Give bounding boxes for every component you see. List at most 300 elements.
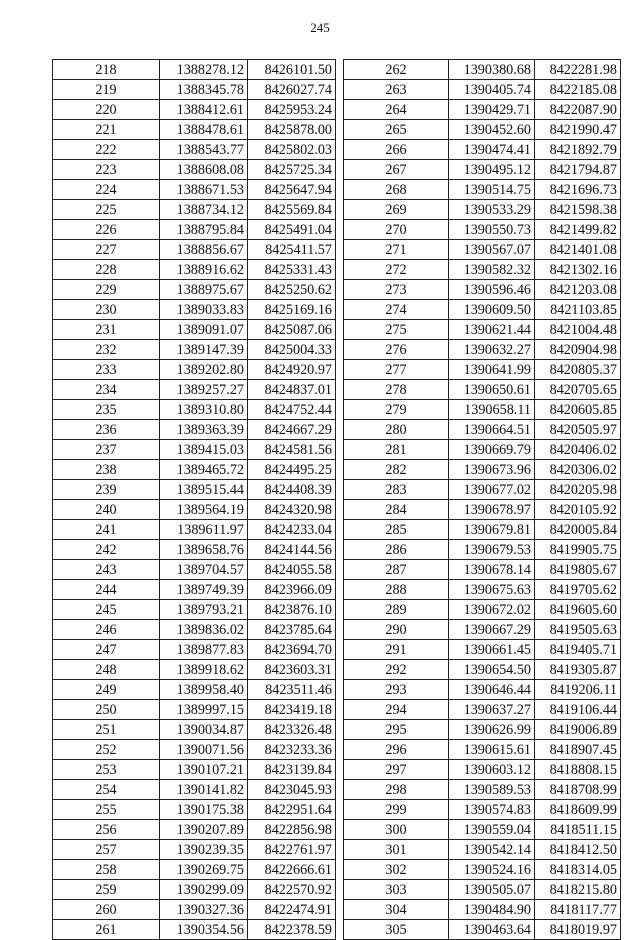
table-row bbox=[53, 260, 336, 280]
point-number-cell: 276 bbox=[344, 340, 449, 360]
table-row bbox=[53, 860, 336, 880]
x-coordinate-cell: 1390664.51 bbox=[449, 420, 535, 440]
point-number-cell: 287 bbox=[344, 560, 449, 580]
point-number-cell: 265 bbox=[344, 120, 449, 140]
x-coordinate-cell: 1389658.76 bbox=[160, 540, 248, 560]
table-row bbox=[53, 220, 336, 240]
x-coordinate-cell: 1389704.57 bbox=[160, 560, 248, 580]
y-coordinate-cell: 8424144.56 bbox=[248, 540, 336, 560]
x-coordinate-cell: 1388345.78 bbox=[160, 80, 248, 100]
table-row bbox=[344, 640, 621, 660]
table-row bbox=[344, 180, 621, 200]
table-row bbox=[344, 80, 621, 100]
point-number-cell: 275 bbox=[344, 320, 449, 340]
point-number-cell: 238 bbox=[53, 460, 160, 480]
point-number-cell: 300 bbox=[344, 820, 449, 840]
x-coordinate-cell: 1388412.61 bbox=[160, 100, 248, 120]
x-coordinate-cell: 1388916.62 bbox=[160, 260, 248, 280]
y-coordinate-cell: 8423045.93 bbox=[248, 780, 336, 800]
y-coordinate-cell: 8422378.59 bbox=[248, 920, 336, 940]
x-coordinate-cell: 1389958.40 bbox=[160, 680, 248, 700]
y-coordinate-cell: 8419605.60 bbox=[535, 600, 621, 620]
point-number-cell: 252 bbox=[53, 740, 160, 760]
table-row bbox=[344, 460, 621, 480]
table-row bbox=[344, 920, 621, 940]
point-number-cell: 292 bbox=[344, 660, 449, 680]
table-row bbox=[344, 880, 621, 900]
point-number-cell: 267 bbox=[344, 160, 449, 180]
table-row bbox=[344, 840, 621, 860]
table-row bbox=[53, 580, 336, 600]
y-coordinate-cell: 8420005.84 bbox=[535, 520, 621, 540]
y-coordinate-cell: 8424667.29 bbox=[248, 420, 336, 440]
point-number-cell: 289 bbox=[344, 600, 449, 620]
y-coordinate-cell: 8421892.79 bbox=[535, 140, 621, 160]
y-coordinate-cell: 8425331.43 bbox=[248, 260, 336, 280]
table-row bbox=[344, 760, 621, 780]
table-row bbox=[53, 320, 336, 340]
table-row bbox=[53, 160, 336, 180]
x-coordinate-cell: 1389091.07 bbox=[160, 320, 248, 340]
y-coordinate-cell: 8420805.37 bbox=[535, 360, 621, 380]
y-coordinate-cell: 8424581.56 bbox=[248, 440, 336, 460]
point-number-cell: 254 bbox=[53, 780, 160, 800]
x-coordinate-cell: 1390524.16 bbox=[449, 860, 535, 880]
x-coordinate-cell: 1390071.56 bbox=[160, 740, 248, 760]
x-coordinate-cell: 1390646.44 bbox=[449, 680, 535, 700]
table-row bbox=[344, 120, 621, 140]
x-coordinate-cell: 1389836.02 bbox=[160, 620, 248, 640]
y-coordinate-cell: 8423694.70 bbox=[248, 640, 336, 660]
x-coordinate-cell: 1390533.29 bbox=[449, 200, 535, 220]
coordinates-table-left bbox=[52, 59, 336, 940]
x-coordinate-cell: 1390654.50 bbox=[449, 660, 535, 680]
point-number-cell: 242 bbox=[53, 540, 160, 560]
x-coordinate-cell: 1390542.14 bbox=[449, 840, 535, 860]
x-coordinate-cell: 1389997.15 bbox=[160, 700, 248, 720]
point-number-cell: 297 bbox=[344, 760, 449, 780]
x-coordinate-cell: 1390626.99 bbox=[449, 720, 535, 740]
table-row bbox=[53, 600, 336, 620]
table-row bbox=[53, 340, 336, 360]
y-coordinate-cell: 8425953.24 bbox=[248, 100, 336, 120]
y-coordinate-cell: 8421103.85 bbox=[535, 300, 621, 320]
x-coordinate-cell: 1390632.27 bbox=[449, 340, 535, 360]
x-coordinate-cell: 1389310.80 bbox=[160, 400, 248, 420]
table-row bbox=[344, 360, 621, 380]
point-number-cell: 277 bbox=[344, 360, 449, 380]
table-row bbox=[53, 100, 336, 120]
point-number-cell: 239 bbox=[53, 480, 160, 500]
x-coordinate-cell: 1390673.96 bbox=[449, 460, 535, 480]
x-coordinate-cell: 1390667.29 bbox=[449, 620, 535, 640]
table-row bbox=[53, 880, 336, 900]
table-row bbox=[344, 540, 621, 560]
point-number-cell: 259 bbox=[53, 880, 160, 900]
table-row bbox=[344, 600, 621, 620]
point-number-cell: 243 bbox=[53, 560, 160, 580]
x-coordinate-cell: 1388478.61 bbox=[160, 120, 248, 140]
y-coordinate-cell: 8418314.05 bbox=[535, 860, 621, 880]
x-coordinate-cell: 1390034.87 bbox=[160, 720, 248, 740]
table-row bbox=[344, 240, 621, 260]
point-number-cell: 283 bbox=[344, 480, 449, 500]
table-row bbox=[53, 700, 336, 720]
point-number-cell: 262 bbox=[344, 60, 449, 80]
table-row bbox=[53, 360, 336, 380]
point-number-cell: 253 bbox=[53, 760, 160, 780]
y-coordinate-cell: 8421794.87 bbox=[535, 160, 621, 180]
y-coordinate-cell: 8422281.98 bbox=[535, 60, 621, 80]
y-coordinate-cell: 8421990.47 bbox=[535, 120, 621, 140]
x-coordinate-cell: 1389877.83 bbox=[160, 640, 248, 660]
y-coordinate-cell: 8421499.82 bbox=[535, 220, 621, 240]
x-coordinate-cell: 1388278.12 bbox=[160, 60, 248, 80]
y-coordinate-cell: 8422087.90 bbox=[535, 100, 621, 120]
y-coordinate-cell: 8424837.01 bbox=[248, 380, 336, 400]
point-number-cell: 228 bbox=[53, 260, 160, 280]
point-number-cell: 234 bbox=[53, 380, 160, 400]
x-coordinate-cell: 1389611.97 bbox=[160, 520, 248, 540]
x-coordinate-cell: 1389515.44 bbox=[160, 480, 248, 500]
point-number-cell: 224 bbox=[53, 180, 160, 200]
y-coordinate-cell: 8425802.03 bbox=[248, 140, 336, 160]
table-row bbox=[344, 60, 621, 80]
x-coordinate-cell: 1390141.82 bbox=[160, 780, 248, 800]
point-number-cell: 264 bbox=[344, 100, 449, 120]
table-row bbox=[53, 540, 336, 560]
y-coordinate-cell: 8419505.63 bbox=[535, 620, 621, 640]
point-number-cell: 278 bbox=[344, 380, 449, 400]
point-number-cell: 269 bbox=[344, 200, 449, 220]
x-coordinate-cell: 1390269.75 bbox=[160, 860, 248, 880]
table-row bbox=[53, 840, 336, 860]
table-row bbox=[53, 280, 336, 300]
point-number-cell: 219 bbox=[53, 80, 160, 100]
point-number-cell: 246 bbox=[53, 620, 160, 640]
y-coordinate-cell: 8420105.92 bbox=[535, 500, 621, 520]
table-row bbox=[53, 760, 336, 780]
x-coordinate-cell: 1390207.89 bbox=[160, 820, 248, 840]
point-number-cell: 233 bbox=[53, 360, 160, 380]
table-row bbox=[344, 440, 621, 460]
table-row bbox=[344, 320, 621, 340]
point-number-cell: 231 bbox=[53, 320, 160, 340]
x-coordinate-cell: 1388975.67 bbox=[160, 280, 248, 300]
point-number-cell: 295 bbox=[344, 720, 449, 740]
x-coordinate-cell: 1389257.27 bbox=[160, 380, 248, 400]
x-coordinate-cell: 1390596.46 bbox=[449, 280, 535, 300]
x-coordinate-cell: 1390637.27 bbox=[449, 700, 535, 720]
point-number-cell: 263 bbox=[344, 80, 449, 100]
x-coordinate-cell: 1389793.21 bbox=[160, 600, 248, 620]
x-coordinate-cell: 1388734.12 bbox=[160, 200, 248, 220]
y-coordinate-cell: 8423603.31 bbox=[248, 660, 336, 680]
table-row bbox=[53, 200, 336, 220]
x-coordinate-cell: 1390175.38 bbox=[160, 800, 248, 820]
y-coordinate-cell: 8418215.80 bbox=[535, 880, 621, 900]
page-number: 245 bbox=[310, 20, 330, 35]
table-row bbox=[53, 900, 336, 920]
y-coordinate-cell: 8425569.84 bbox=[248, 200, 336, 220]
y-coordinate-cell: 8423233.36 bbox=[248, 740, 336, 760]
y-coordinate-cell: 8425004.33 bbox=[248, 340, 336, 360]
table-row bbox=[344, 480, 621, 500]
x-coordinate-cell: 1390669.79 bbox=[449, 440, 535, 460]
table-row bbox=[53, 480, 336, 500]
table-row bbox=[53, 440, 336, 460]
point-number-cell: 271 bbox=[344, 240, 449, 260]
point-number-cell: 236 bbox=[53, 420, 160, 440]
x-coordinate-cell: 1390380.68 bbox=[449, 60, 535, 80]
y-coordinate-cell: 8419705.62 bbox=[535, 580, 621, 600]
table-row bbox=[344, 200, 621, 220]
point-number-cell: 273 bbox=[344, 280, 449, 300]
y-coordinate-cell: 8420505.97 bbox=[535, 420, 621, 440]
point-number-cell: 293 bbox=[344, 680, 449, 700]
table-row bbox=[53, 680, 336, 700]
y-coordinate-cell: 8421302.16 bbox=[535, 260, 621, 280]
table-row bbox=[344, 560, 621, 580]
coordinates-table-left-body bbox=[53, 60, 336, 940]
table-row bbox=[53, 640, 336, 660]
table-row bbox=[53, 740, 336, 760]
y-coordinate-cell: 8418907.45 bbox=[535, 740, 621, 760]
point-number-cell: 240 bbox=[53, 500, 160, 520]
y-coordinate-cell: 8423511.46 bbox=[248, 680, 336, 700]
point-number-cell: 305 bbox=[344, 920, 449, 940]
point-number-cell: 222 bbox=[53, 140, 160, 160]
table-row bbox=[53, 400, 336, 420]
x-coordinate-cell: 1390495.12 bbox=[449, 160, 535, 180]
table-row bbox=[344, 280, 621, 300]
x-coordinate-cell: 1389564.19 bbox=[160, 500, 248, 520]
y-coordinate-cell: 8418412.50 bbox=[535, 840, 621, 860]
x-coordinate-cell: 1389465.72 bbox=[160, 460, 248, 480]
table-row bbox=[53, 720, 336, 740]
x-coordinate-cell: 1390452.60 bbox=[449, 120, 535, 140]
point-number-cell: 294 bbox=[344, 700, 449, 720]
point-number-cell: 302 bbox=[344, 860, 449, 880]
table-row bbox=[53, 920, 336, 940]
table-row bbox=[344, 160, 621, 180]
point-number-cell: 249 bbox=[53, 680, 160, 700]
x-coordinate-cell: 1389918.62 bbox=[160, 660, 248, 680]
y-coordinate-cell: 8425169.16 bbox=[248, 300, 336, 320]
x-coordinate-cell: 1390675.63 bbox=[449, 580, 535, 600]
y-coordinate-cell: 8425725.34 bbox=[248, 160, 336, 180]
y-coordinate-cell: 8420705.65 bbox=[535, 380, 621, 400]
y-coordinate-cell: 8420904.98 bbox=[535, 340, 621, 360]
y-coordinate-cell: 8422570.92 bbox=[248, 880, 336, 900]
x-coordinate-cell: 1390678.14 bbox=[449, 560, 535, 580]
point-number-cell: 226 bbox=[53, 220, 160, 240]
point-number-cell: 266 bbox=[344, 140, 449, 160]
point-number-cell: 250 bbox=[53, 700, 160, 720]
y-coordinate-cell: 8424233.04 bbox=[248, 520, 336, 540]
x-coordinate-cell: 1390589.53 bbox=[449, 780, 535, 800]
x-coordinate-cell: 1388543.77 bbox=[160, 140, 248, 160]
x-coordinate-cell: 1390677.02 bbox=[449, 480, 535, 500]
table-row bbox=[344, 520, 621, 540]
point-number-cell: 248 bbox=[53, 660, 160, 680]
table-row bbox=[344, 400, 621, 420]
coordinates-table-right-body bbox=[344, 60, 621, 940]
point-number-cell: 225 bbox=[53, 200, 160, 220]
table-row bbox=[344, 820, 621, 840]
y-coordinate-cell: 8420205.98 bbox=[535, 480, 621, 500]
y-coordinate-cell: 8421203.08 bbox=[535, 280, 621, 300]
point-number-cell: 261 bbox=[53, 920, 160, 940]
point-number-cell: 290 bbox=[344, 620, 449, 640]
table-row bbox=[344, 660, 621, 680]
point-number-cell: 258 bbox=[53, 860, 160, 880]
point-number-cell: 274 bbox=[344, 300, 449, 320]
table-row bbox=[344, 800, 621, 820]
point-number-cell: 303 bbox=[344, 880, 449, 900]
table-row bbox=[344, 680, 621, 700]
point-number-cell: 279 bbox=[344, 400, 449, 420]
y-coordinate-cell: 8419305.87 bbox=[535, 660, 621, 680]
y-coordinate-cell: 8422474.91 bbox=[248, 900, 336, 920]
point-number-cell: 257 bbox=[53, 840, 160, 860]
x-coordinate-cell: 1390661.45 bbox=[449, 640, 535, 660]
y-coordinate-cell: 8418708.99 bbox=[535, 780, 621, 800]
y-coordinate-cell: 8423966.09 bbox=[248, 580, 336, 600]
x-coordinate-cell: 1390429.71 bbox=[449, 100, 535, 120]
x-coordinate-cell: 1389033.83 bbox=[160, 300, 248, 320]
point-number-cell: 270 bbox=[344, 220, 449, 240]
coordinates-table-right bbox=[343, 59, 621, 940]
y-coordinate-cell: 8423785.64 bbox=[248, 620, 336, 640]
x-coordinate-cell: 1389202.80 bbox=[160, 360, 248, 380]
table-row bbox=[344, 860, 621, 880]
table-row bbox=[344, 220, 621, 240]
x-coordinate-cell: 1390658.11 bbox=[449, 400, 535, 420]
table-row bbox=[53, 560, 336, 580]
y-coordinate-cell: 8422666.61 bbox=[248, 860, 336, 880]
table-row bbox=[53, 460, 336, 480]
x-coordinate-cell: 1390567.07 bbox=[449, 240, 535, 260]
x-coordinate-cell: 1390679.53 bbox=[449, 540, 535, 560]
point-number-cell: 281 bbox=[344, 440, 449, 460]
y-coordinate-cell: 8419905.75 bbox=[535, 540, 621, 560]
y-coordinate-cell: 8424752.44 bbox=[248, 400, 336, 420]
y-coordinate-cell: 8424920.97 bbox=[248, 360, 336, 380]
x-coordinate-cell: 1390679.81 bbox=[449, 520, 535, 540]
y-coordinate-cell: 8424320.98 bbox=[248, 500, 336, 520]
y-coordinate-cell: 8422185.08 bbox=[535, 80, 621, 100]
point-number-cell: 260 bbox=[53, 900, 160, 920]
y-coordinate-cell: 8423876.10 bbox=[248, 600, 336, 620]
y-coordinate-cell: 8418609.99 bbox=[535, 800, 621, 820]
point-number-cell: 237 bbox=[53, 440, 160, 460]
y-coordinate-cell: 8425647.94 bbox=[248, 180, 336, 200]
x-coordinate-cell: 1388856.67 bbox=[160, 240, 248, 260]
y-coordinate-cell: 8418019.97 bbox=[535, 920, 621, 940]
table-row bbox=[344, 380, 621, 400]
x-coordinate-cell: 1390107.21 bbox=[160, 760, 248, 780]
y-coordinate-cell: 8418511.15 bbox=[535, 820, 621, 840]
point-number-cell: 223 bbox=[53, 160, 160, 180]
y-coordinate-cell: 8425087.06 bbox=[248, 320, 336, 340]
x-coordinate-cell: 1390615.61 bbox=[449, 740, 535, 760]
point-number-cell: 298 bbox=[344, 780, 449, 800]
point-number-cell: 245 bbox=[53, 600, 160, 620]
point-number-cell: 244 bbox=[53, 580, 160, 600]
x-coordinate-cell: 1390559.04 bbox=[449, 820, 535, 840]
y-coordinate-cell: 8421598.38 bbox=[535, 200, 621, 220]
y-coordinate-cell: 8422761.97 bbox=[248, 840, 336, 860]
point-number-cell: 291 bbox=[344, 640, 449, 660]
y-coordinate-cell: 8425411.57 bbox=[248, 240, 336, 260]
y-coordinate-cell: 8423326.48 bbox=[248, 720, 336, 740]
y-coordinate-cell: 8423139.84 bbox=[248, 760, 336, 780]
y-coordinate-cell: 8424495.25 bbox=[248, 460, 336, 480]
table-row bbox=[53, 800, 336, 820]
point-number-cell: 241 bbox=[53, 520, 160, 540]
x-coordinate-cell: 1390474.41 bbox=[449, 140, 535, 160]
x-coordinate-cell: 1390582.32 bbox=[449, 260, 535, 280]
y-coordinate-cell: 8421004.48 bbox=[535, 320, 621, 340]
point-number-cell: 229 bbox=[53, 280, 160, 300]
y-coordinate-cell: 8426027.74 bbox=[248, 80, 336, 100]
point-number-cell: 288 bbox=[344, 580, 449, 600]
y-coordinate-cell: 8418808.15 bbox=[535, 760, 621, 780]
x-coordinate-cell: 1390299.09 bbox=[160, 880, 248, 900]
x-coordinate-cell: 1390603.12 bbox=[449, 760, 535, 780]
x-coordinate-cell: 1389749.39 bbox=[160, 580, 248, 600]
x-coordinate-cell: 1389363.39 bbox=[160, 420, 248, 440]
point-number-cell: 232 bbox=[53, 340, 160, 360]
table-row bbox=[344, 420, 621, 440]
y-coordinate-cell: 8419206.11 bbox=[535, 680, 621, 700]
table-row bbox=[53, 120, 336, 140]
point-number-cell: 235 bbox=[53, 400, 160, 420]
table-row bbox=[53, 420, 336, 440]
table-row bbox=[53, 80, 336, 100]
y-coordinate-cell: 8418117.77 bbox=[535, 900, 621, 920]
table-row bbox=[53, 780, 336, 800]
table-row bbox=[344, 700, 621, 720]
table-row bbox=[53, 180, 336, 200]
x-coordinate-cell: 1390550.73 bbox=[449, 220, 535, 240]
y-coordinate-cell: 8421401.08 bbox=[535, 240, 621, 260]
point-number-cell: 251 bbox=[53, 720, 160, 740]
point-number-cell: 268 bbox=[344, 180, 449, 200]
y-coordinate-cell: 8425878.00 bbox=[248, 120, 336, 140]
table-row bbox=[53, 660, 336, 680]
x-coordinate-cell: 1390514.75 bbox=[449, 180, 535, 200]
table-row bbox=[344, 740, 621, 760]
point-number-cell: 218 bbox=[53, 60, 160, 80]
x-coordinate-cell: 1390672.02 bbox=[449, 600, 535, 620]
table-row bbox=[344, 100, 621, 120]
table-row bbox=[344, 620, 621, 640]
x-coordinate-cell: 1390678.97 bbox=[449, 500, 535, 520]
table-row bbox=[53, 300, 336, 320]
point-number-cell: 255 bbox=[53, 800, 160, 820]
y-coordinate-cell: 8420605.85 bbox=[535, 400, 621, 420]
table-row bbox=[344, 500, 621, 520]
y-coordinate-cell: 8422856.98 bbox=[248, 820, 336, 840]
point-number-cell: 296 bbox=[344, 740, 449, 760]
x-coordinate-cell: 1388795.84 bbox=[160, 220, 248, 240]
y-coordinate-cell: 8424055.58 bbox=[248, 560, 336, 580]
x-coordinate-cell: 1390354.56 bbox=[160, 920, 248, 940]
y-coordinate-cell: 8420406.02 bbox=[535, 440, 621, 460]
point-number-cell: 220 bbox=[53, 100, 160, 120]
